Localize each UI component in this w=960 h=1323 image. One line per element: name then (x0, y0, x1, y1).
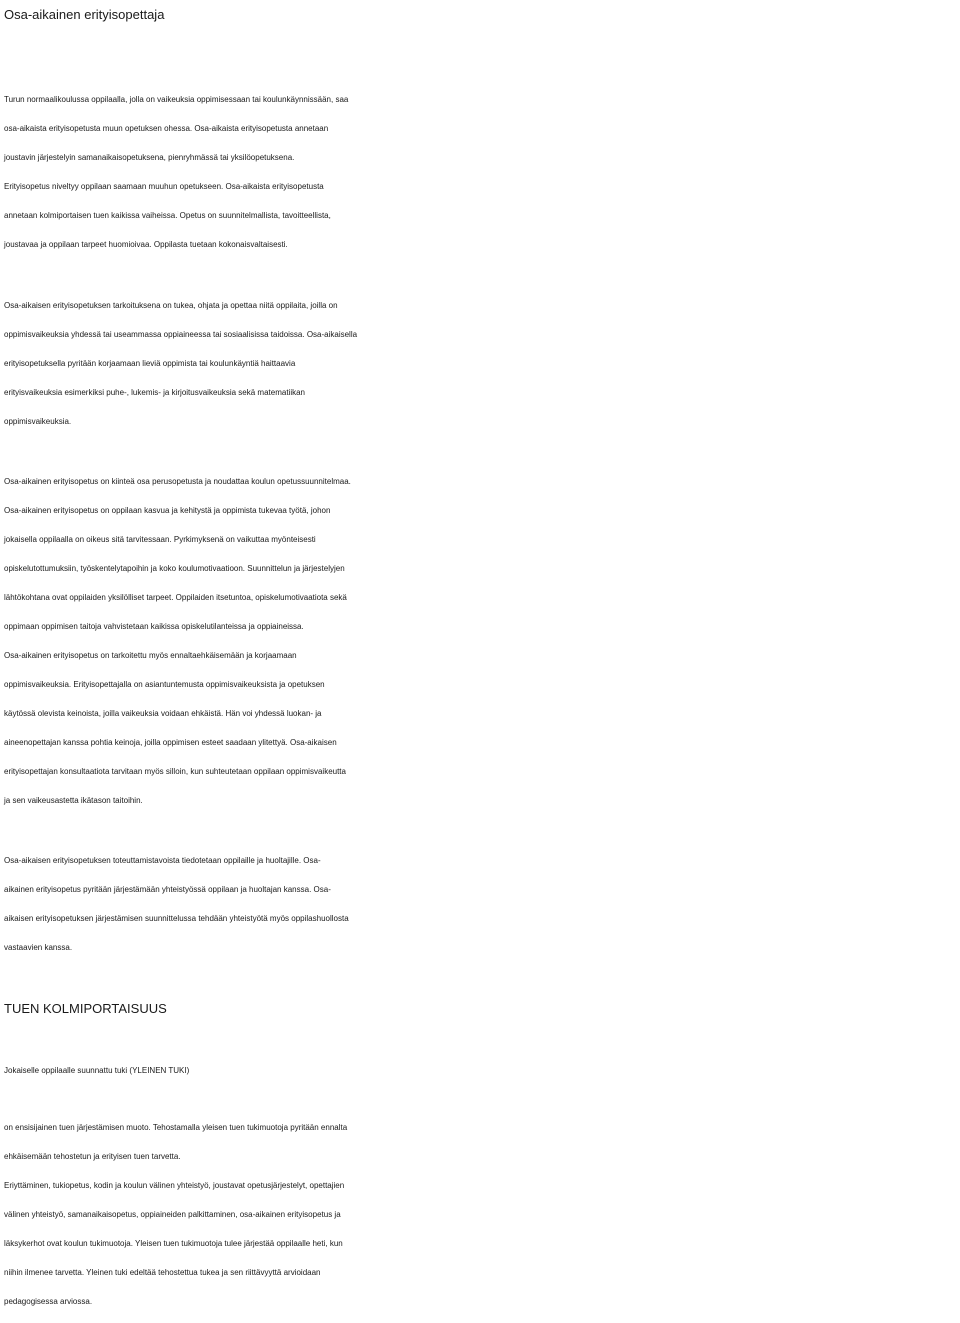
text-line: aikainen erityisopetus pyritään järjestämään yhteistyössä oppilaan ja huoltajan kanssa. Osa- (4, 885, 331, 894)
paragraph-intro (4, 85, 956, 259)
text-line: on ensisijainen tuen järjestämisen muoto. Tehostamalla yleisen tuen tukimuotoja pyritään ennalta (4, 1123, 348, 1132)
text-line: osa-aikaista erityisopetusta muun opetuksen ohessa. Osa-aikaista erityisopetusta annetaan (4, 124, 329, 133)
text-line: opiskelutottumuksiin, työskentelytapoihin ja koko koulumotivaatioon. Suunnittelun ja järjestelyjen (4, 564, 345, 573)
text-line: Erityisopetus niveltyy oppilaan saamaan muuhun opetukseen. Osa-aikaista erityisopetusta (4, 182, 324, 191)
text-line: läksykerhot ovat koulun tukimuotoja. Yleisen tuen tukimuotoja tulee järjestää oppilaalle heti, kun (4, 1239, 343, 1248)
text-line: vastaavien kanssa. (4, 943, 73, 952)
text-line: Osa-aikainen erityisopetus on kiinteä osa perusopetusta ja noudattaa koulun opetussuunnitelmaa. (4, 477, 351, 486)
text-line: Osa-aikainen erityisopetus on oppilaan kasvua ja kehitystä ja oppimista tukevaa työtä, johon (4, 506, 331, 515)
text-line: niihin ilmenee tarvetta. Yleinen tuki edeltää tehostettua tukea ja sen riittävyyttä arvioidaan (4, 1268, 321, 1277)
text-line: pedagogisessa arviossa. (4, 1297, 93, 1306)
text-line: oppimaan oppimisen taitoja vahvistetaan kaikissa opiskelutilanteissa ja oppiaineissa. (4, 622, 304, 631)
text-line: välinen yhteistyö, samanaikaisopetus, oppiaineiden palkittaminen, osa-aikainen erityisopetus ja (4, 1210, 341, 1219)
text-line: oppimisvaikeuksia. (4, 417, 72, 426)
paragraph-basic-education (4, 467, 956, 815)
text-line: oppimisvaikeuksia. Erityisopettajalla on asiantuntemusta oppimisvaikeuksista ja opetuksen (4, 680, 325, 689)
paragraph-general-support (4, 1113, 956, 1171)
text-line: lähtökohtana ovat oppilaiden yksilölliset tarpeet. Oppilaiden itsetuntoa, opiskelumotivaatiota sekä (4, 593, 347, 602)
text-line: erityisopettajan konsultaatiota tarvitaan myös silloin, kun suhteutetaan oppilaan oppimisvaikeutta (4, 767, 346, 776)
text-line: Osa-aikaisen erityisopetuksen tarkoituksena on tukea, ohjata ja opettaa niitä oppilaita, joilla on (4, 301, 338, 310)
section-subheading: Jokaiselle oppilaalle suunnattu tuki (YLEINEN TUKI) (4, 1066, 190, 1075)
text-line: annetaan kolmiportaisen tuen kaikissa vaiheissa. Opetus on suunnitelmallista, tavoitteellista, (4, 211, 331, 220)
text-line: oppimisvaikeuksia yhdessä tai useammassa oppiaineessa tai sosiaalisissa taidoissa. Osa-aikaisella (4, 330, 358, 339)
paragraph-support-forms (4, 1171, 956, 1316)
text-line: Turun normaalikoulussa oppilaalla, jolla on vaikeuksia oppimisessaan tai koulunkäynnissään, saa (4, 95, 349, 104)
text-line: ja sen vaikeusastetta ikätason taitoihin. (4, 796, 143, 805)
page-title: Osa-aikainen erityisopettaja (4, 7, 165, 22)
text-line: käytössä olevista keinoista, joilla vaikeuksia voidaan ehkäistä. Hän voi yhdessä luokan- ja (4, 709, 322, 718)
paragraph-purpose (4, 291, 956, 436)
text-line: joustavaa ja oppilaan tarpeet huomioivaa. Oppilasta tuetaan kokonaisvaltaisesti. (4, 240, 288, 249)
text-line: jokaisella oppilaalla on oikeus sitä tarvitessaan. Pyrkimyksenä on vaikuttaa myönteisesti (4, 535, 316, 544)
document-page (4, 0, 956, 1316)
text-line: aineenopettajan kanssa pohtia keinoja, joilla oppimisen esteet saadaan ylitettyä. Osa-aikaisen (4, 738, 337, 747)
text-line: erityisopetuksella pyritään korjaamaan lieviä oppimista tai koulunkäyntiä haittaavia (4, 359, 296, 368)
text-line: Osa-aikainen erityisopetus on tarkoitettu myös ennaltaehkäisemään ja korjaamaan (4, 651, 297, 660)
text-line: Osa-aikaisen erityisopetuksen toteuttamistavoista tiedotetaan oppilaille ja huoltajille. Osa- (4, 856, 321, 865)
text-line: ehkäisemään tehostetun ja erityisen tuen tarvetta. (4, 1152, 181, 1161)
text-line: Eriyttäminen, tukiopetus, kodin ja koulun välinen yhteistyö, joustavat opetusjärjestelyt, opettajien (4, 1181, 345, 1190)
text-line: erityisvaikeuksia esimerkiksi puhe-, lukemis- ja kirjoitusvaikeuksia sekä matematiikan (4, 388, 305, 397)
text-line: aikaisen erityisopetuksen järjestämisen suunnittelussa tehdään yhteistyötä myös oppilashuollosta (4, 914, 349, 923)
text-line: joustavin järjestelyin samanaikaisopetuksena, pienryhmässä tai yksilöopetuksena. (4, 153, 295, 162)
paragraph-communication (4, 846, 956, 962)
section-heading: TUEN KOLMIPORTAISUUS (4, 1001, 167, 1016)
